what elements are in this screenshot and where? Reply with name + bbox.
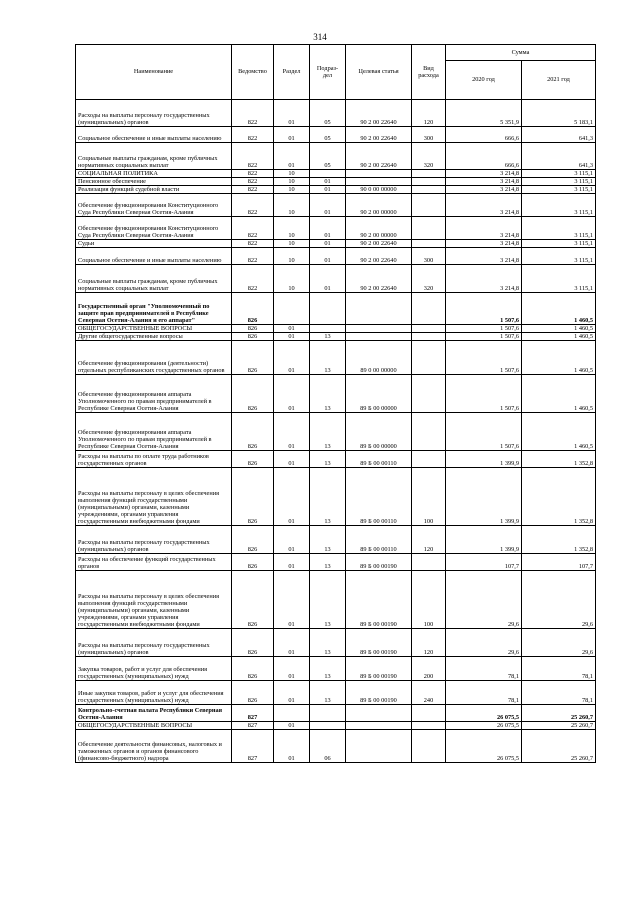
- cell-subsection: 01: [310, 248, 346, 265]
- cell-target: 89 0 00 00000: [346, 341, 412, 375]
- cell-name: Социальные выплаты гражданам, кроме публичных нормативных социальных выплат: [76, 143, 232, 170]
- cell-name: Расходы на выплаты персоналу в целях обеспечения выполнения функций государственными (муниципальными) органами, казенными учреждениями, органами управления государственными внебюджетными фондами: [76, 571, 232, 629]
- table-row: [76, 194, 596, 217]
- table-row: [76, 143, 596, 170]
- cell-section: 01: [274, 451, 310, 468]
- cell-2020: 1 507,6: [446, 325, 522, 333]
- cell-section: 01: [274, 629, 310, 657]
- cell-target: 89 Б 00 00190: [346, 571, 412, 629]
- cell-target: 90 0 00 00000: [346, 186, 412, 194]
- cell-target: 90 2 00 22640: [346, 143, 412, 170]
- cell-subsection: 13: [310, 681, 346, 705]
- budget-table: [75, 44, 596, 763]
- table-row: [76, 186, 596, 194]
- cell-dept: 826: [232, 468, 274, 526]
- cell-2021: 3 115,1: [522, 240, 596, 248]
- cell-target: 89 Б 00 00110: [346, 451, 412, 468]
- cell-dept: 827: [232, 705, 274, 722]
- cell-2021: 3 115,1: [522, 265, 596, 293]
- header-subsection: Подраз- дел: [310, 45, 346, 100]
- cell-section: 01: [274, 554, 310, 571]
- cell-name: Пенсионное обеспечение: [76, 178, 232, 186]
- header-2021: 2021 год: [522, 61, 596, 100]
- cell-section: 10: [274, 248, 310, 265]
- cell-exp-type: [412, 413, 446, 451]
- cell-dept: 826: [232, 451, 274, 468]
- cell-subsection: 13: [310, 571, 346, 629]
- cell-target: [346, 325, 412, 333]
- cell-target: 89 Б 00 00190: [346, 657, 412, 681]
- cell-target: [346, 178, 412, 186]
- cell-dept: 822: [232, 186, 274, 194]
- cell-exp-type: 240: [412, 681, 446, 705]
- cell-dept: 822: [232, 143, 274, 170]
- cell-2020: 3 214,8: [446, 248, 522, 265]
- cell-target: [346, 722, 412, 730]
- cell-section: 01: [274, 127, 310, 143]
- table-row: [76, 293, 596, 325]
- cell-name: Расходы на выплаты персоналу государственных (муниципальных) органов: [76, 526, 232, 554]
- cell-section: 10: [274, 217, 310, 240]
- cell-name: Государственный орган "Уполномоченный по защите прав предпринимателей в Республике Северная Осетия-Алания и его аппарат": [76, 293, 232, 325]
- cell-section: 01: [274, 468, 310, 526]
- cell-2020: 78,1: [446, 657, 522, 681]
- table-row: [76, 217, 596, 240]
- cell-name: Реализация функций судебной власти: [76, 186, 232, 194]
- cell-2020: 78,1: [446, 681, 522, 705]
- cell-dept: 826: [232, 293, 274, 325]
- cell-subsection: 01: [310, 217, 346, 240]
- cell-target: 90 2 00 22640: [346, 265, 412, 293]
- table-row: [76, 100, 596, 127]
- cell-exp-type: [412, 451, 446, 468]
- cell-section: [274, 293, 310, 325]
- cell-exp-type: 300: [412, 127, 446, 143]
- cell-exp-type: [412, 240, 446, 248]
- cell-name: Иные закупки товаров, работ и услуг для обеспечения государственных (муниципальных) нужд: [76, 681, 232, 705]
- cell-subsection: 01: [310, 240, 346, 248]
- cell-dept: 822: [232, 265, 274, 293]
- cell-dept: 822: [232, 127, 274, 143]
- cell-dept: 826: [232, 629, 274, 657]
- header-target: Целевая статья: [346, 45, 412, 100]
- table-row: [76, 657, 596, 681]
- cell-dept: 822: [232, 170, 274, 178]
- table-row: [76, 571, 596, 629]
- cell-dept: 822: [232, 248, 274, 265]
- cell-2020: 1 507,6: [446, 341, 522, 375]
- header-section: Раздел: [274, 45, 310, 100]
- table-row: [76, 468, 596, 526]
- cell-2020: 3 214,8: [446, 240, 522, 248]
- table-row: [76, 629, 596, 657]
- cell-2020: 29,6: [446, 629, 522, 657]
- cell-section: 10: [274, 186, 310, 194]
- header-exp-type: Вид расхода: [412, 45, 446, 100]
- cell-subsection: 01: [310, 194, 346, 217]
- header-name: Наименование: [76, 45, 232, 100]
- cell-name: Обеспечение функционирования аппарата Уполномоченного по правам предпринимателей в Республике Северная Осетия-Алания: [76, 413, 232, 451]
- cell-subsection: 06: [310, 730, 346, 763]
- cell-2021: 25 260,7: [522, 730, 596, 763]
- table-row: [76, 170, 596, 178]
- cell-exp-type: 120: [412, 629, 446, 657]
- cell-exp-type: [412, 325, 446, 333]
- cell-section: 01: [274, 333, 310, 341]
- cell-2021: 1 460,5: [522, 341, 596, 375]
- cell-subsection: 01: [310, 265, 346, 293]
- header-sum: Сумма: [446, 45, 596, 61]
- cell-2020: 1 507,6: [446, 413, 522, 451]
- cell-exp-type: 100: [412, 468, 446, 526]
- cell-2020: 3 214,8: [446, 265, 522, 293]
- table-row: [76, 681, 596, 705]
- cell-dept: 822: [232, 194, 274, 217]
- cell-subsection: 13: [310, 375, 346, 413]
- cell-2020: 26 075,5: [446, 722, 522, 730]
- cell-name: Социальное обеспечение и иные выплаты населению: [76, 248, 232, 265]
- cell-subsection: [310, 293, 346, 325]
- page-number: 314: [313, 32, 327, 42]
- cell-target: 90 2 00 00000: [346, 194, 412, 217]
- cell-subsection: 13: [310, 526, 346, 554]
- cell-dept: 822: [232, 240, 274, 248]
- cell-2020: 5 351,9: [446, 100, 522, 127]
- cell-2021: 1 460,5: [522, 375, 596, 413]
- cell-exp-type: [412, 722, 446, 730]
- cell-name: Социальные выплаты гражданам, кроме публичных нормативных социальных выплат: [76, 265, 232, 293]
- cell-section: 01: [274, 341, 310, 375]
- cell-2021: 1 352,8: [522, 526, 596, 554]
- cell-2021: 3 115,1: [522, 194, 596, 217]
- cell-2020: 1 399,9: [446, 468, 522, 526]
- cell-section: [274, 705, 310, 722]
- cell-section: 01: [274, 722, 310, 730]
- cell-exp-type: 320: [412, 265, 446, 293]
- cell-section: 01: [274, 375, 310, 413]
- cell-name: ОБЩЕГОСУДАРСТВЕННЫЕ ВОПРОСЫ: [76, 325, 232, 333]
- cell-2020: 1 507,6: [446, 293, 522, 325]
- cell-2021: 3 115,1: [522, 248, 596, 265]
- cell-target: 89 Б 00 00000: [346, 413, 412, 451]
- cell-name: Социальное обеспечение и иные выплаты населению: [76, 127, 232, 143]
- cell-2020: 3 214,8: [446, 194, 522, 217]
- cell-target: 90 2 00 22640: [346, 127, 412, 143]
- cell-name: Обеспечение деятельности финансовых, налоговых и таможенных органов и органов финансового (финансово-бюджетного) надзора: [76, 730, 232, 763]
- cell-section: 01: [274, 100, 310, 127]
- cell-name: Судьи: [76, 240, 232, 248]
- cell-subsection: 13: [310, 554, 346, 571]
- cell-dept: 826: [232, 681, 274, 705]
- cell-2020: 107,7: [446, 554, 522, 571]
- cell-2020: 1 507,6: [446, 333, 522, 341]
- cell-dept: 826: [232, 413, 274, 451]
- table-row: [76, 730, 596, 763]
- table-row: [76, 325, 596, 333]
- cell-2021: 25 260,7: [522, 705, 596, 722]
- cell-target: 89 Б 00 00190: [346, 554, 412, 571]
- cell-section: 10: [274, 240, 310, 248]
- cell-dept: 826: [232, 325, 274, 333]
- cell-subsection: 13: [310, 451, 346, 468]
- cell-exp-type: 300: [412, 248, 446, 265]
- cell-subsection: 13: [310, 413, 346, 451]
- cell-2021: 641,3: [522, 143, 596, 170]
- cell-dept: 826: [232, 657, 274, 681]
- cell-name: Расходы на выплаты по оплате труда работников государственных органов: [76, 451, 232, 468]
- cell-target: 89 Б 00 00110: [346, 468, 412, 526]
- cell-target: 90 2 00 00000: [346, 217, 412, 240]
- cell-2021: 78,1: [522, 681, 596, 705]
- cell-2021: 1 352,8: [522, 451, 596, 468]
- cell-subsection: [310, 705, 346, 722]
- header-dept: Ведомство: [232, 45, 274, 100]
- table-row: [76, 333, 596, 341]
- cell-exp-type: [412, 293, 446, 325]
- cell-2021: 3 115,1: [522, 170, 596, 178]
- cell-2021: 3 115,1: [522, 186, 596, 194]
- cell-name: Обеспечение функционирования аппарата Уполномоченного по правам предпринимателей в Республике Северная Осетия-Алания: [76, 375, 232, 413]
- cell-exp-type: 200: [412, 657, 446, 681]
- cell-exp-type: [412, 333, 446, 341]
- cell-name: ОБЩЕГОСУДАРСТВЕННЫЕ ВОПРОСЫ: [76, 722, 232, 730]
- cell-section: 01: [274, 143, 310, 170]
- table-row: [76, 127, 596, 143]
- cell-2020: 3 214,8: [446, 170, 522, 178]
- cell-section: 10: [274, 178, 310, 186]
- cell-2021: 78,1: [522, 657, 596, 681]
- cell-exp-type: [412, 341, 446, 375]
- cell-target: [346, 333, 412, 341]
- cell-name: Обеспечение функционирования (деятельности) отдельных республиканских государственных органов: [76, 341, 232, 375]
- cell-exp-type: [412, 194, 446, 217]
- cell-target: [346, 730, 412, 763]
- cell-dept: 826: [232, 526, 274, 554]
- cell-dept: 826: [232, 341, 274, 375]
- cell-subsection: 13: [310, 333, 346, 341]
- table-row: [76, 722, 596, 730]
- cell-2020: 666,6: [446, 127, 522, 143]
- cell-subsection: 05: [310, 143, 346, 170]
- cell-section: 10: [274, 170, 310, 178]
- cell-name: Обеспечение функционирования Конституционного Суда Республики Северная Осетия-Алания: [76, 194, 232, 217]
- cell-dept: 826: [232, 554, 274, 571]
- cell-dept: 826: [232, 375, 274, 413]
- cell-2020: 26 075,5: [446, 705, 522, 722]
- cell-exp-type: [412, 730, 446, 763]
- cell-2021: 1 352,8: [522, 468, 596, 526]
- cell-exp-type: [412, 375, 446, 413]
- cell-2021: 1 460,5: [522, 333, 596, 341]
- cell-subsection: 13: [310, 468, 346, 526]
- header-2020: 2020 год: [446, 61, 522, 100]
- cell-subsection: 13: [310, 657, 346, 681]
- cell-name: Расходы на выплаты персоналу государственных (муниципальных) органов: [76, 629, 232, 657]
- cell-subsection: [310, 170, 346, 178]
- table-row: [76, 554, 596, 571]
- table-body: [76, 100, 596, 763]
- cell-name: Другие общегосударственные вопросы: [76, 333, 232, 341]
- cell-dept: 822: [232, 100, 274, 127]
- table-row: [76, 705, 596, 722]
- cell-section: 01: [274, 325, 310, 333]
- cell-target: 89 Б 00 00000: [346, 375, 412, 413]
- table-row: [76, 341, 596, 375]
- cell-name: СОЦИАЛЬНАЯ ПОЛИТИКА: [76, 170, 232, 178]
- cell-section: 01: [274, 571, 310, 629]
- cell-2020: 3 214,8: [446, 186, 522, 194]
- cell-target: [346, 170, 412, 178]
- cell-2021: 3 115,1: [522, 178, 596, 186]
- cell-2021: 25 260,7: [522, 722, 596, 730]
- cell-exp-type: 100: [412, 571, 446, 629]
- cell-2020: 666,6: [446, 143, 522, 170]
- table-row: [76, 526, 596, 554]
- cell-target: 90 2 00 22640: [346, 100, 412, 127]
- cell-target: [346, 705, 412, 722]
- cell-exp-type: 120: [412, 526, 446, 554]
- cell-target: 89 Б 00 00110: [346, 526, 412, 554]
- cell-subsection: [310, 325, 346, 333]
- cell-subsection: 05: [310, 100, 346, 127]
- cell-target: 90 2 00 22640: [346, 248, 412, 265]
- cell-name: Обеспечение функционирования Конституционного Суда Республики Северная Осетия-Алания: [76, 217, 232, 240]
- cell-section: 01: [274, 526, 310, 554]
- cell-2020: 3 214,8: [446, 178, 522, 186]
- cell-dept: 826: [232, 571, 274, 629]
- cell-exp-type: 320: [412, 143, 446, 170]
- table-row: [76, 240, 596, 248]
- cell-exp-type: [412, 705, 446, 722]
- cell-section: 01: [274, 413, 310, 451]
- cell-2021: 29,6: [522, 571, 596, 629]
- cell-subsection: 01: [310, 186, 346, 194]
- cell-dept: 827: [232, 730, 274, 763]
- cell-2021: 1 460,5: [522, 325, 596, 333]
- cell-subsection: [310, 722, 346, 730]
- table-row: [76, 178, 596, 186]
- cell-2020: 3 214,8: [446, 217, 522, 240]
- cell-dept: 826: [232, 333, 274, 341]
- table-row: [76, 413, 596, 451]
- cell-2021: 29,6: [522, 629, 596, 657]
- cell-exp-type: [412, 217, 446, 240]
- cell-target: 89 Б 00 00190: [346, 629, 412, 657]
- cell-name: Расходы на обеспечение функций государственных органов: [76, 554, 232, 571]
- cell-2020: 26 075,5: [446, 730, 522, 763]
- cell-exp-type: [412, 178, 446, 186]
- cell-name: Закупка товаров, работ и услуг для обеспечения государственных (муниципальных) нужд: [76, 657, 232, 681]
- cell-section: 10: [274, 265, 310, 293]
- cell-section: 01: [274, 657, 310, 681]
- table-row: [76, 375, 596, 413]
- cell-exp-type: [412, 186, 446, 194]
- cell-dept: 827: [232, 722, 274, 730]
- cell-2021: 641,3: [522, 127, 596, 143]
- cell-subsection: 13: [310, 629, 346, 657]
- cell-target: 90 2 00 22640: [346, 240, 412, 248]
- cell-subsection: 01: [310, 178, 346, 186]
- cell-2021: 3 115,1: [522, 217, 596, 240]
- cell-dept: 822: [232, 217, 274, 240]
- cell-2020: 1 399,9: [446, 451, 522, 468]
- cell-exp-type: [412, 170, 446, 178]
- cell-subsection: 05: [310, 127, 346, 143]
- cell-2021: 1 460,5: [522, 293, 596, 325]
- cell-target: [346, 293, 412, 325]
- cell-2021: 5 183,1: [522, 100, 596, 127]
- cell-dept: 822: [232, 178, 274, 186]
- cell-2020: 1 399,9: [446, 526, 522, 554]
- cell-section: 10: [274, 194, 310, 217]
- table-row: [76, 265, 596, 293]
- cell-subsection: 13: [310, 341, 346, 375]
- cell-section: 01: [274, 681, 310, 705]
- cell-2020: 1 507,6: [446, 375, 522, 413]
- cell-name: Расходы на выплаты персоналу в целях обеспечения выполнения функций государственными (муниципальными) органами, казенными учреждениями, органами управления государственными внебюджетными фондами: [76, 468, 232, 526]
- cell-name: Контрольно-счетная палата Республики Северная Осетия-Алания: [76, 705, 232, 722]
- table-row: [76, 451, 596, 468]
- cell-2021: 107,7: [522, 554, 596, 571]
- cell-exp-type: [412, 554, 446, 571]
- cell-2021: 1 460,5: [522, 413, 596, 451]
- cell-2020: 29,6: [446, 571, 522, 629]
- cell-target: 89 Б 00 00190: [346, 681, 412, 705]
- table-row: [76, 248, 596, 265]
- cell-exp-type: 120: [412, 100, 446, 127]
- cell-section: 01: [274, 730, 310, 763]
- cell-name: Расходы на выплаты персоналу государственных (муниципальных) органов: [76, 100, 232, 127]
